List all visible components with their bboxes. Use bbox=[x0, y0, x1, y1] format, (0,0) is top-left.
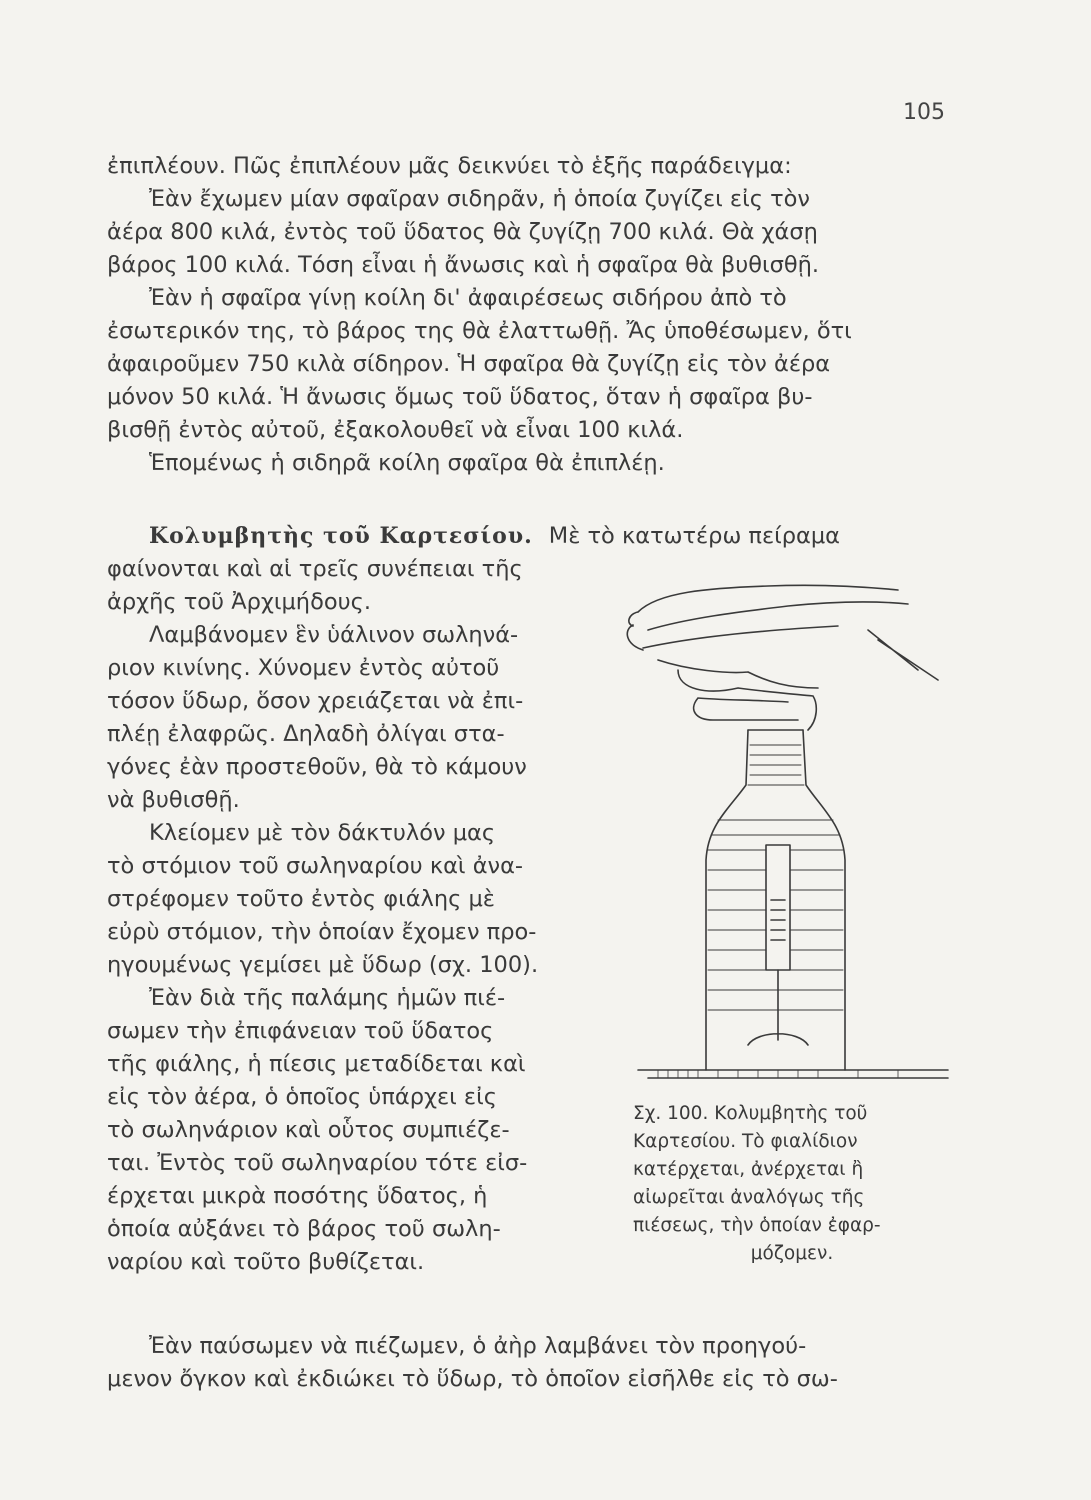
text-line: βάρος 100 κιλά. Τόση εἶναι ἡ ἄνωσις καὶ ἡ σφαῖρα θὰ βυθισθῇ. bbox=[107, 252, 820, 278]
caption-line: κατέρχεται, ἀνέρχεται ἢ bbox=[633, 1159, 864, 1180]
column-text bbox=[107, 553, 597, 1279]
text-line: ναρίου καὶ τοῦτο βυθίζεται. bbox=[107, 1249, 425, 1275]
text-line: Ἐὰν διὰ τῆς παλάμης ἡμῶν πιέ- bbox=[149, 985, 506, 1011]
text-line: τὸ στόμιον τοῦ σωληναρίου καὶ ἀνα- bbox=[107, 853, 524, 879]
text-line: μόνον 50 κιλά. Ἡ ἄνωσις ὅμως τοῦ ὕδατος, ὅταν ἡ σφαῖρα βυ- bbox=[107, 384, 813, 410]
text-line: τὸ σωληνάριον καὶ οὗτος συμπιέζε- bbox=[107, 1117, 510, 1143]
text-line: έρχεται μικρὰ ποσότης ὕδατος, ἡ bbox=[107, 1183, 488, 1209]
text-line: βισθῇ ἐντὸς αὐτοῦ, ἐξακολουθεῖ νὰ εἶναι 100 κιλά. bbox=[107, 417, 684, 443]
text-line: μενον ὄγκον καὶ ἐκδιώκει τὸ ὕδωρ, τὸ ὁποῖον εἰσῆλθε εἰς τὸ σω- bbox=[107, 1366, 838, 1392]
text-line: τόσον ὕδωρ, ὅσον χρειάζεται νὰ ἐπι- bbox=[107, 688, 524, 714]
page-number: 105 bbox=[903, 100, 945, 125]
text-line: Ἑπομένως ἡ σιδηρᾶ κοίλη σφαῖρα θὰ ἐπιπλέῃ. bbox=[149, 450, 665, 476]
top-paragraphs bbox=[107, 150, 947, 480]
text-line: ἀρχῆς τοῦ Ἀρχιμήδους. bbox=[107, 589, 371, 615]
table-illustration bbox=[638, 1070, 948, 1078]
text-line: ἀφαιροῦμεν 750 κιλὰ σίδηρον. Ἡ σφαῖρα θὰ ζυγίζῃ εἰς τὸν ἀέρα bbox=[107, 351, 831, 377]
text-line: Ἐὰν ἡ σφαῖρα γίνῃ κοίλη δι' ἀφαιρέσεως σιδήρου ἀπὸ τὸ bbox=[149, 285, 787, 311]
text-line: Λαμβάνομεν ἓν ὑάλινον σωληνά- bbox=[149, 622, 519, 648]
text-line: Ἐὰν ἔχωμεν μίαν σφαῖραν σιδηρᾶν, ἡ ὁποία ζυγίζει εἰς τὸν bbox=[149, 186, 810, 212]
caption-line: πιέσεως, τὴν ὁποίαν ἐφαρ- bbox=[633, 1215, 881, 1236]
text-line: Μὲ τὸ κατωτέρω πείραμα bbox=[548, 523, 841, 549]
diver-tube-illustration bbox=[766, 845, 790, 970]
text-line: τῆς φιάλης, ἡ πίεσις μεταδίδεται καὶ bbox=[107, 1051, 526, 1077]
bottom-paragraph bbox=[107, 1330, 947, 1396]
text-line: εἰς τὸν ἀέρα, ὁ ὁποῖος ὑπάρχει εἰς bbox=[107, 1084, 497, 1110]
figure-caption bbox=[633, 1100, 951, 1268]
caption-line: Καρτεσίου. Τὸ φιαλίδιον bbox=[633, 1131, 858, 1152]
caption-line: μόζομεν. bbox=[750, 1243, 834, 1264]
text-line: ὁποία αὐξάνει τὸ βάρος τοῦ σωλη- bbox=[107, 1216, 501, 1242]
text-line: φαίνονται καὶ αἱ τρεῖς συνέπειαι τῆς bbox=[107, 556, 523, 582]
text-line: ἀέρα 800 κιλά, ἐντὸς τοῦ ὕδατος θὰ ζυγίζῃ 700 κιλά. Θὰ χάσῃ bbox=[107, 219, 818, 245]
hand-illustration bbox=[627, 585, 908, 730]
text-line: ηγουμένως γεμίσει μὲ ὕδωρ (σχ. 100). bbox=[107, 952, 539, 978]
text-line: εὐρὺ στόμιον, τὴν ὁποίαν ἔχομεν προ- bbox=[107, 919, 537, 945]
text-line: στρέφομεν τοῦτο ἐντὸς φιάλης μὲ bbox=[107, 886, 495, 912]
text-line: γόνες ἐὰν προστεθοῦν, θὰ τὸ κάμουν bbox=[107, 754, 527, 780]
text-line: νὰ βυθισθῇ. bbox=[107, 787, 240, 813]
text-line: ριον κινίνης. Χύνομεν ἐντὸς αὐτοῦ bbox=[107, 655, 500, 681]
cartesian-diver-figure bbox=[618, 570, 953, 1090]
text-line: Ἐὰν παύσωμεν νὰ πιέζωμεν, ὁ ἀὴρ λαμβάνει τὸν προηγού- bbox=[149, 1333, 807, 1359]
text-line: ται. Ἐντὸς τοῦ σωληναρίου τότε εἰσ- bbox=[107, 1150, 528, 1176]
text-line: σωμεν τὴν ἐπιφάνειαν τοῦ ὕδατος bbox=[107, 1018, 494, 1044]
section-heading: Κολυμβητὴς τοῦ Καρτεσίου. bbox=[149, 523, 533, 549]
caption-line: Σχ. 100. Κολυμβητὴς τοῦ bbox=[633, 1103, 868, 1124]
text-line: πλέῃ ἐλαφρῶς. Δηλαδὴ ὀλίγαι στα- bbox=[107, 721, 505, 747]
section-heading-line bbox=[107, 520, 947, 553]
text-line: Κλείομεν μὲ τὸν δάκτυλόν μας bbox=[149, 820, 496, 846]
caption-line: αἰωρεῖται ἀναλόγως τῆς bbox=[633, 1187, 865, 1208]
text-line: ἐπιπλέουν. Πῶς ἐπιπλέουν μᾶς δεικνύει τὸ ἑξῆς παράδειγμα: bbox=[107, 153, 792, 179]
text-line: ἐσωτερικόν της, τὸ βάρος της θὰ ἐλαττωθῇ. Ἄς ὑποθέσωμεν, ὅτι bbox=[107, 318, 852, 344]
